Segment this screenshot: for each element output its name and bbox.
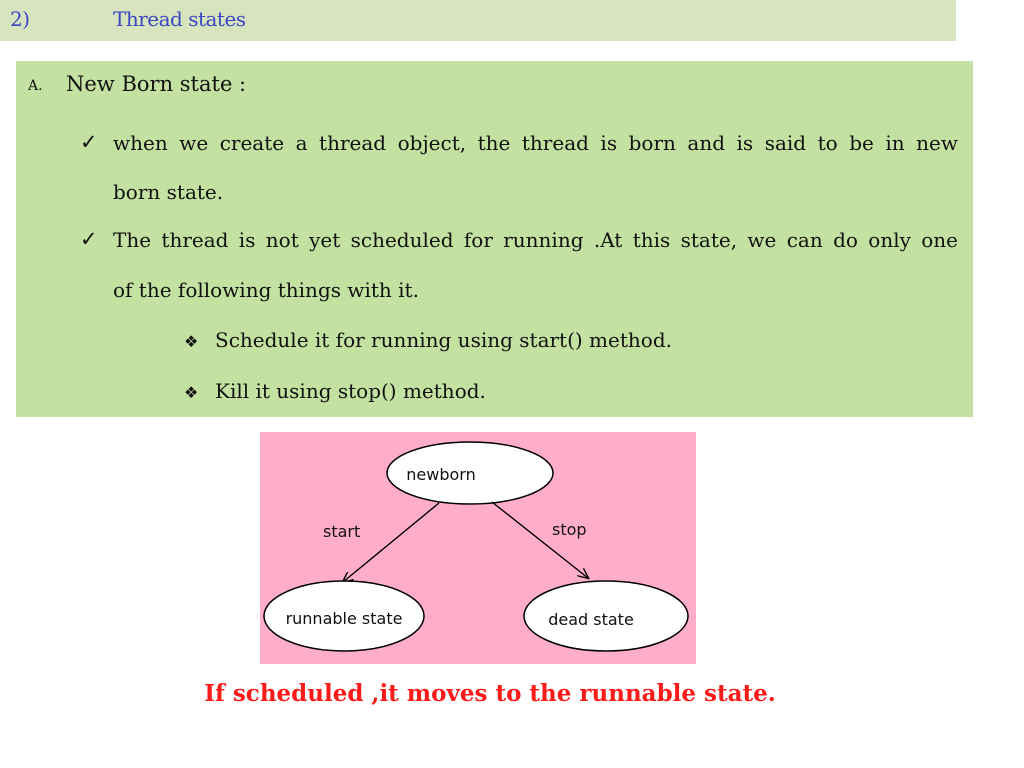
stop-arrow (492, 502, 588, 578)
slide-title: Thread states (113, 7, 246, 31)
sub-bullet-stop: Kill it using stop() method. (215, 379, 486, 403)
diamond-bullet-icon: ❖ (184, 383, 199, 402)
checkmark-icon: ✓ (80, 130, 98, 154)
state-diagram (260, 432, 696, 664)
newborn-label: newborn (406, 465, 476, 484)
start-edge-label: start (323, 522, 361, 541)
slide-number: 2) (10, 7, 30, 31)
bullet-1-line-2: born state. (113, 180, 224, 204)
title-bar (0, 0, 956, 41)
section-heading: New Born state : (66, 72, 247, 96)
checkmark-icon: ✓ (80, 227, 98, 251)
caption: If scheduled ,it moves to the runnable state. (204, 680, 776, 707)
bullet-1-line-1: when we create a thread object, the thread is born and is said to be in new (113, 131, 958, 155)
state-diagram-svg (260, 432, 696, 664)
bullet-2-line-1: The thread is not yet scheduled for running .At this state, we can do only one (113, 228, 958, 252)
stop-edge-label: stop (552, 520, 587, 539)
dead-label: dead state (548, 610, 634, 629)
diamond-bullet-icon: ❖ (184, 332, 199, 351)
sub-bullet-start: Schedule it for running using start() method. (215, 328, 672, 352)
bullet-2-line-2: of the following things with it. (113, 278, 419, 302)
start-arrow (343, 503, 439, 582)
runnable-label: runnable state (285, 609, 403, 628)
section-marker: A. (28, 78, 43, 94)
